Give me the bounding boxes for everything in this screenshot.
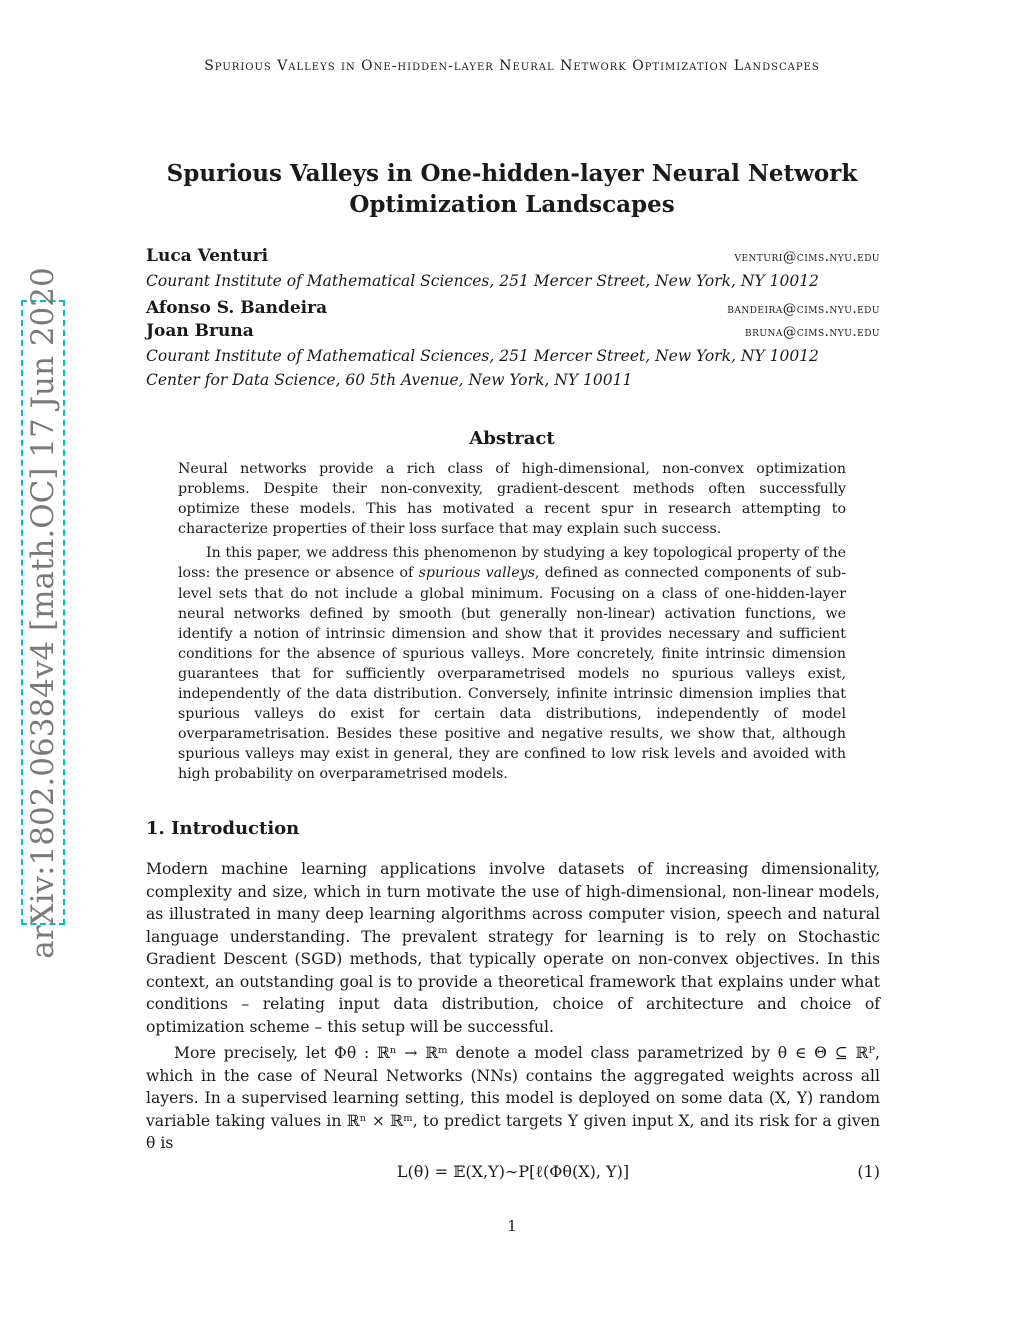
title-line-1: Spurious Valleys in One-hidden-layer Neural Network (166, 160, 858, 187)
abstract-heading: Abstract (469, 428, 555, 449)
affiliation: Center for Data Science, 60 5th Avenue, New York, NY 10011 (146, 371, 633, 389)
abstract-p2-after: , defined as connected components of sub-level sets that do not include a global minimum. Focusing on a class of one-hidden-layer neural networks defined by smooth (but generally non-linear) activation functions, we identify a notion of intrinsic dimension and show that it provides necessary and sufficient conditions for the absence of spurious valleys. More concretely, finite intrinsic dimension guarantees that for sufficiently overparametrised models no spurious valleys exist, independently of the data distribution. Conversely, infinite intrinsic dimension implies that spurious valleys do exist for certain data distributions, independently of model overparametrisation. Besides these positive and negative results, we show that, although spurious valleys may exist in general, they are confined to low risk levels and avoided with high probability on overparametrised models. (178, 565, 847, 783)
running-head: Spurious Valleys in One-hidden-layer Neural Network Optimization Landscapes (204, 58, 820, 74)
author-email: bandeira@cims.nyu.edu (727, 301, 880, 317)
abstract-p2-before: In this paper, we address this phenomenon by studying a key topological property of the loss: the presence or absence of (178, 545, 846, 582)
title-line-2: Optimization Landscapes (349, 191, 675, 218)
author-name: Joan Bruna (146, 321, 254, 341)
equation-number: (1) (857, 1162, 880, 1181)
abstract-paragraph-1: Neural networks provide a rich class of high-dimensional, non-convex optimization problems. Despite their non-convexity, gradient-descent methods often successfully optimize these models. This has motivated a recent spur in research attempting to characterize properties of their loss surface that may explain such success. (178, 461, 846, 538)
abstract (178, 459, 846, 785)
abstract-p2-emphasis: spurious valleys (418, 565, 535, 582)
author-email: bruna@cims.nyu.edu (744, 324, 880, 340)
author-block-1 (146, 246, 880, 293)
section-title: Introduction (171, 818, 300, 839)
author-line (146, 298, 880, 321)
paper-title (120, 158, 904, 220)
equation-body: L(θ) = 𝔼(X,Y)∼P[ℓ(Φθ(X), Y)] (396, 1162, 630, 1181)
section-heading (146, 818, 299, 839)
intro-paragraph-2: More precisely, let Φθ : ℝⁿ → ℝᵐ denote a model class parametrized by θ ∈ Θ ⊆ ℝᴾ, which in the case of Neural Networks (NNs) contains the aggregated weights across all layers. In a supervised learning setting, this model is deployed on some data (X, Y) random variable taking values in ℝⁿ × ℝᵐ, to predict targets Y given input X, and its risk for a given θ is (146, 1044, 880, 1152)
intro-paragraph-1: Modern machine learning applications involve datasets of increasing dimensionality, complexity and size, which in turn motivate the use of high-dimensional, non-linear models, as illustrated in many deep learning algorithms across computer vision, speech and natural language understanding. The prevalent strategy for learning is to rely on Stochastic Gradient Descent (SGD) methods, that typically operate on non-convex objectives. In this context, an outstanding goal is to provide a theoretical framework that explains under what conditions – relating input data distribution, choice of architecture and choice of optimization scheme – this setup will be successful. (146, 860, 880, 1036)
section-number: 1. (146, 818, 165, 839)
affiliation: Courant Institute of Mathematical Sciences, 251 Mercer Street, New York, NY 10012 (146, 272, 819, 290)
author-line (146, 321, 880, 344)
arxiv-stamp (21, 266, 65, 959)
author-email: venturi@cims.nyu.edu (734, 249, 880, 265)
author-name: Luca Venturi (146, 246, 269, 266)
author-name: Afonso S. Bandeira (146, 298, 328, 318)
abstract-paragraph-2 (178, 543, 846, 784)
page-number: 1 (507, 1217, 517, 1235)
author-line (146, 246, 880, 269)
affiliation: Courant Institute of Mathematical Sciences, 251 Mercer Street, New York, NY 10012 (146, 347, 819, 365)
equation-1 (146, 1162, 880, 1188)
author-block-2 (146, 298, 880, 392)
arxiv-stamp-text: arXiv:1802.06384v4 [math.OC] 17 Jun 2020 (25, 266, 61, 959)
intro-body (146, 858, 880, 1155)
